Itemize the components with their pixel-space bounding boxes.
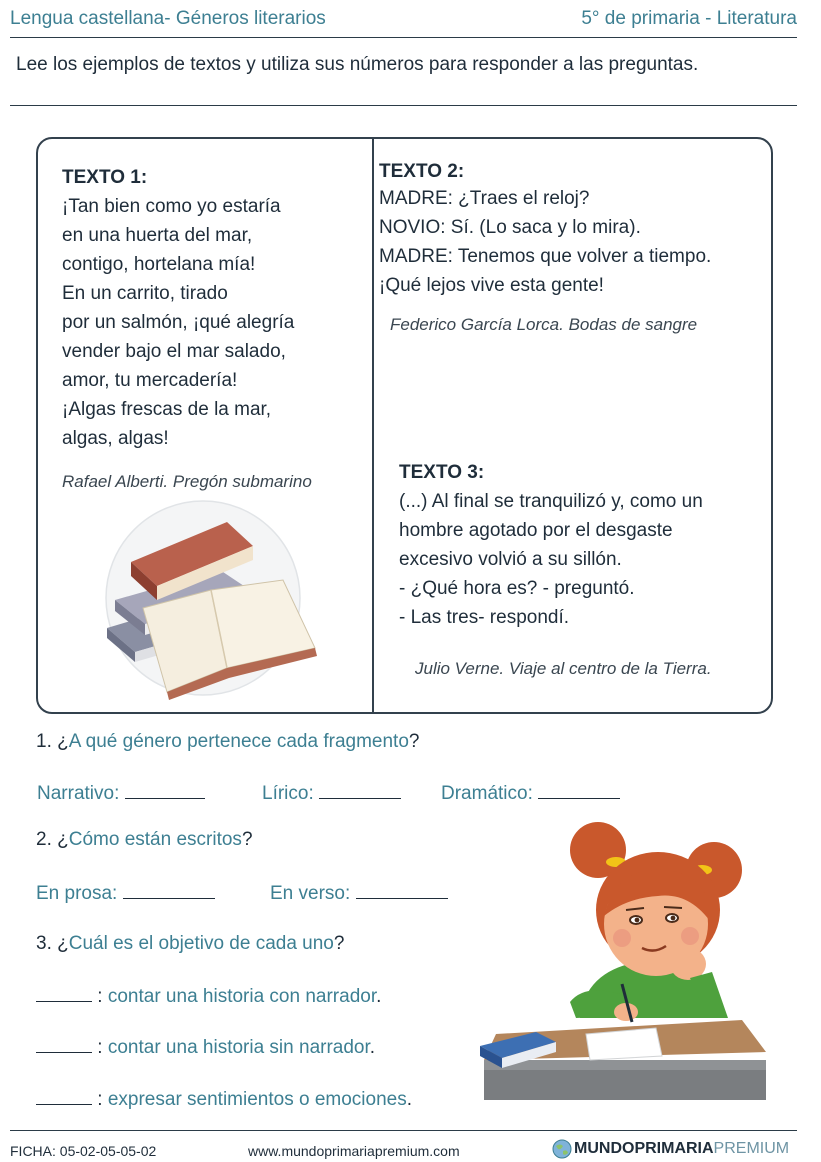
texto1-citation: Rafael Alberti. Pregón submarino <box>62 472 312 491</box>
texto2-line: MADRE: ¿Traes el reloj? <box>379 188 590 209</box>
brand-mundo: MUNDO <box>574 1140 635 1157</box>
texto3-line: - Las tres- respondí. <box>399 607 570 628</box>
question-text: A qué género pertenece cada fragmento <box>68 731 409 752</box>
question-1 <box>36 731 419 753</box>
texto3-citation: Julio Verne. Viaje al centro de la Tierra. <box>415 659 712 678</box>
texto3-line: excesivo volvió a su sillón. <box>399 549 622 570</box>
objective-item <box>36 1088 412 1111</box>
objective-end: . <box>406 1089 412 1110</box>
question-text: Cómo están escritos <box>68 829 242 850</box>
objective-item <box>36 1036 375 1059</box>
brand-premium: PREMIUM <box>713 1140 790 1157</box>
texto3-line: hombre agotado por el desgaste <box>399 520 673 541</box>
texto2-line: ¡Qué lejos vive esta gente! <box>379 275 604 296</box>
footer-divider <box>10 1130 797 1131</box>
header-grade: 5° de primaria - Literatura <box>581 8 797 29</box>
question-number: 3. <box>36 933 52 954</box>
question-mark-open: ¿ <box>57 933 69 954</box>
answer-dramatico <box>441 782 620 805</box>
texto3-body <box>399 487 703 632</box>
question-mark-open: ¿ <box>57 829 69 850</box>
texto2-line: NOVIO: Sí. (Lo saca y lo mira). <box>379 217 641 238</box>
objective-text: contar una historia sin narrador <box>107 1037 370 1058</box>
answer-blank-verso[interactable] <box>356 882 448 899</box>
answer-prosa <box>36 882 215 905</box>
girl-studying-illustration <box>476 812 776 1112</box>
answer-label: En verso: <box>270 883 351 904</box>
texto2-title: TEXTO 2: <box>379 161 465 182</box>
books-illustration <box>95 500 320 700</box>
texto1-line: amor, tu mercadería! <box>62 370 238 391</box>
objective-blank[interactable] <box>36 1088 92 1105</box>
answer-narrativo <box>37 782 205 805</box>
texts-box-divider <box>372 137 374 714</box>
instructions-divider <box>10 105 797 106</box>
question-mark-open: ¿ <box>57 731 69 752</box>
texto3-title: TEXTO 3: <box>399 462 485 483</box>
objective-separator: : <box>92 1089 108 1110</box>
answer-label: Narrativo: <box>37 783 120 804</box>
objective-text: contar una historia con narrador <box>107 986 377 1007</box>
texto2-line: MADRE: Tenemos que volver a tiempo. <box>379 246 712 267</box>
texto1-body <box>62 192 294 453</box>
answer-label: En prosa: <box>36 883 118 904</box>
footer-ficha: FICHA: 05-02-05-05-02 <box>10 1143 157 1159</box>
question-text: Cuál es el objetivo de cada uno <box>68 933 334 954</box>
objective-separator: : <box>92 986 108 1007</box>
instructions: Lee los ejemplos de textos y utiliza sus números para responder a las preguntas. <box>16 54 699 75</box>
texto1-line: vender bajo el mar salado, <box>62 341 286 362</box>
texto1-line: ¡Algas frescas de la mar, <box>62 399 272 420</box>
answer-blank-lirico[interactable] <box>319 782 401 799</box>
objective-end: . <box>369 1037 376 1058</box>
globe-icon <box>552 1139 572 1159</box>
objective-blank[interactable] <box>36 985 92 1002</box>
objective-separator: : <box>92 1037 108 1058</box>
footer-url[interactable]: www.mundoprimariapremium.com <box>248 1143 460 1159</box>
answer-lirico <box>262 782 401 805</box>
question-2 <box>36 829 253 851</box>
answer-label: Dramático: <box>441 783 533 804</box>
texto1-line: en una huerta del mar, <box>62 225 253 246</box>
question-3 <box>36 933 344 955</box>
question-mark-close: ? <box>333 933 345 954</box>
texto1-line: ¡Tan bien como yo estaría <box>62 196 281 217</box>
texto1-line: por un salmón, ¡qué alegría <box>62 312 295 333</box>
answer-blank-dramatico[interactable] <box>538 782 620 799</box>
texto2-citation: Federico García Lorca. Bodas de sangre <box>390 315 698 334</box>
footer-brand <box>552 1139 789 1159</box>
header-divider <box>10 37 797 38</box>
texto3-line: (...) Al final se tranquilizó y, como un <box>399 491 703 512</box>
answer-blank-prosa[interactable] <box>123 882 215 899</box>
header-subject: Lengua castellana- Géneros literarios <box>10 8 326 29</box>
texto2-body <box>379 184 711 300</box>
answer-label: Lírico: <box>262 783 314 804</box>
brand-primaria: PRIMARIA <box>634 1140 714 1157</box>
texto1-line: En un carrito, tirado <box>62 283 228 304</box>
answer-verso <box>270 882 448 905</box>
objective-text: expresar sentimientos o emociones <box>107 1089 407 1110</box>
objective-end: . <box>376 986 382 1007</box>
question-number: 2. <box>36 829 52 850</box>
question-mark-close: ? <box>408 731 420 752</box>
texto3-line: - ¿Qué hora es? - preguntó. <box>399 578 635 599</box>
question-number: 1. <box>36 731 52 752</box>
texto1-line: contigo, hortelana mía! <box>62 254 256 275</box>
answer-blank-narrativo[interactable] <box>125 782 205 799</box>
texto1-title: TEXTO 1: <box>62 167 148 188</box>
texto1-line: algas, algas! <box>62 428 169 449</box>
question-mark-close: ? <box>241 829 253 850</box>
objective-item <box>36 985 381 1008</box>
objective-blank[interactable] <box>36 1036 92 1053</box>
